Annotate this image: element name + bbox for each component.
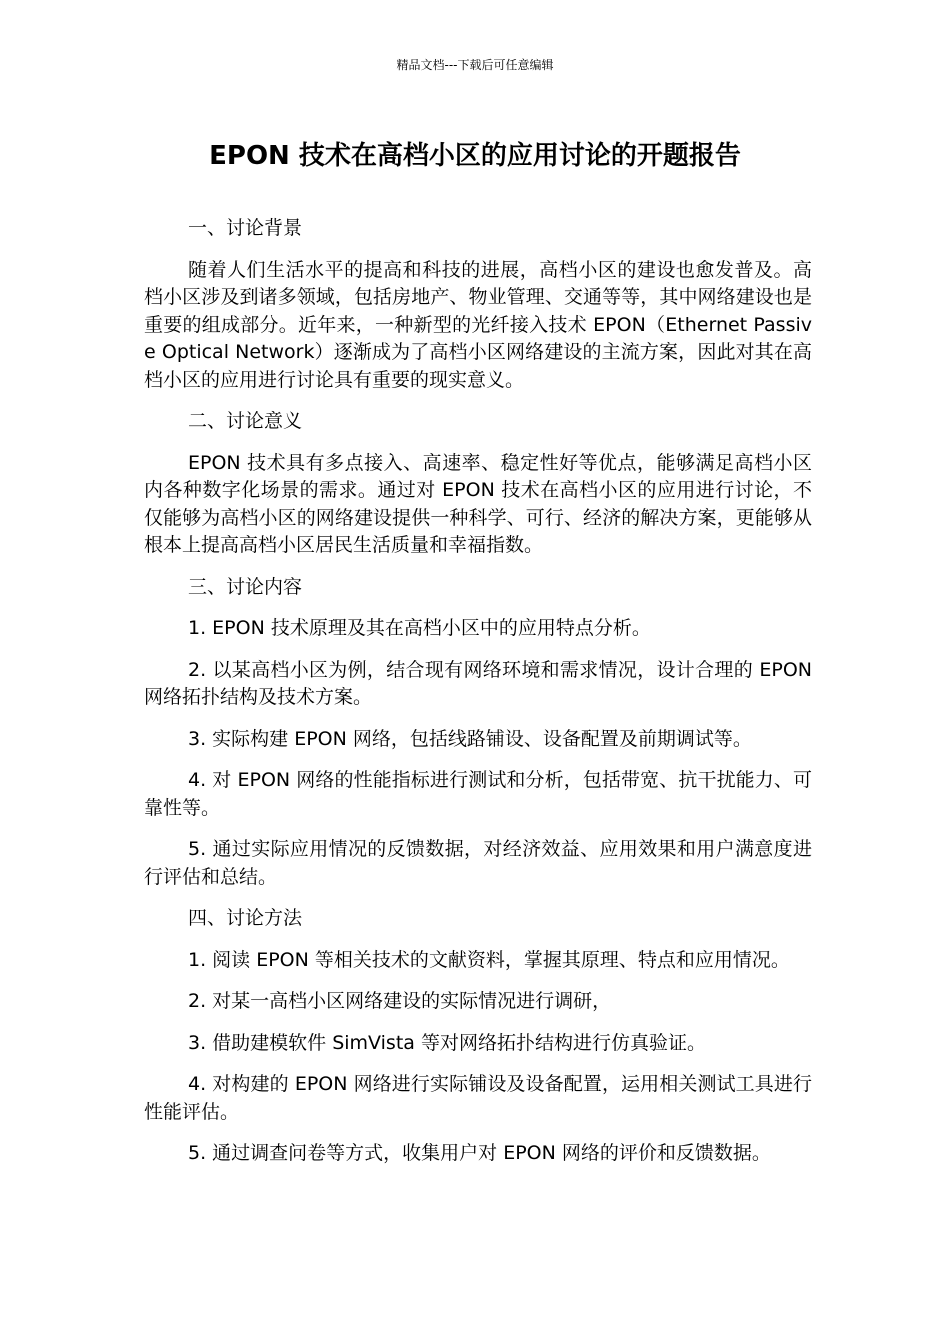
document-title: EPON 技术在高档小区的应用讨论的开题报告 bbox=[209, 141, 741, 171]
paragraph-background: 随着人们生活水平的提高和科技的进展，高档小区的建设也愈发普及。高档小区涉及到诸多领域，包括房地产、物业管理、交通等等，其中网络建设也是重要的组成部分。近年来，一种新型的光纤接入技术 EPON（Ethernet Passive Optical Network）逐渐成为了高档小区网络建设的主流方案，因此对其在高档小区的应用进行讨论具有重要的现实意义。 bbox=[144, 258, 812, 391]
method-item-2: 2. 对某一高档小区网络建设的实际情况进行调研， bbox=[188, 990, 612, 1012]
method-item-4: 4. 对构建的 EPON 网络进行实际铺设及设备配置，运用相关测试工具进行性能评估。 bbox=[144, 1073, 812, 1123]
section-heading-background: 一、讨论背景 bbox=[188, 217, 303, 239]
page-header: 精品文档---下载后可任意编辑 bbox=[396, 58, 554, 72]
content-item-3: 3. 实际构建 EPON 网络，包括线路铺设、设备配置及前期调试等。 bbox=[188, 727, 752, 750]
content-item-4: 4. 对 EPON 网络的性能指标进行测试和分析，包括带宽、抗干扰能力、可靠性等。 bbox=[144, 769, 812, 819]
content-item-5: 5. 通过实际应用情况的反馈数据，对经济效益、应用效果和用户满意度进行评估和总结。 bbox=[144, 838, 812, 888]
content-item-2: 2. 以某高档小区为例，结合现有网络环境和需求情况，设计合理的 EPON 网络拓扑结构及技术方案。 bbox=[144, 658, 812, 708]
paragraph-significance: EPON 技术具有多点接入、高速率、稳定性好等优点，能够满足高档小区内各种数字化场景的需求。通过对 EPON 技术在高档小区的应用进行讨论，不仅能够为高档小区的网络建设提供一种科学、可行、经济的解决方案，更能够从根本上提高高档小区居民生活质量和幸福指数。 bbox=[144, 451, 812, 556]
section-heading-content: 三、讨论内容 bbox=[188, 575, 303, 598]
section-heading-significance: 二、讨论意义 bbox=[188, 410, 303, 432]
section-heading-methods: 四、讨论方法 bbox=[188, 907, 303, 929]
method-item-5: 5. 通过调查问卷等方式，收集用户对 EPON 网络的评价和反馈数据。 bbox=[188, 1142, 771, 1164]
method-item-1: 1. 阅读 EPON 等相关技术的文献资料，掌握其原理、特点和应用情况。 bbox=[188, 948, 790, 971]
document-body bbox=[144, 215, 812, 1182]
content-item-1: 1. EPON 技术原理及其在高档小区中的应用特点分析。 bbox=[188, 617, 651, 639]
method-item-3: 3. 借助建模软件 SimVista 等对网络拓扑结构进行仿真验证。 bbox=[188, 1031, 706, 1054]
